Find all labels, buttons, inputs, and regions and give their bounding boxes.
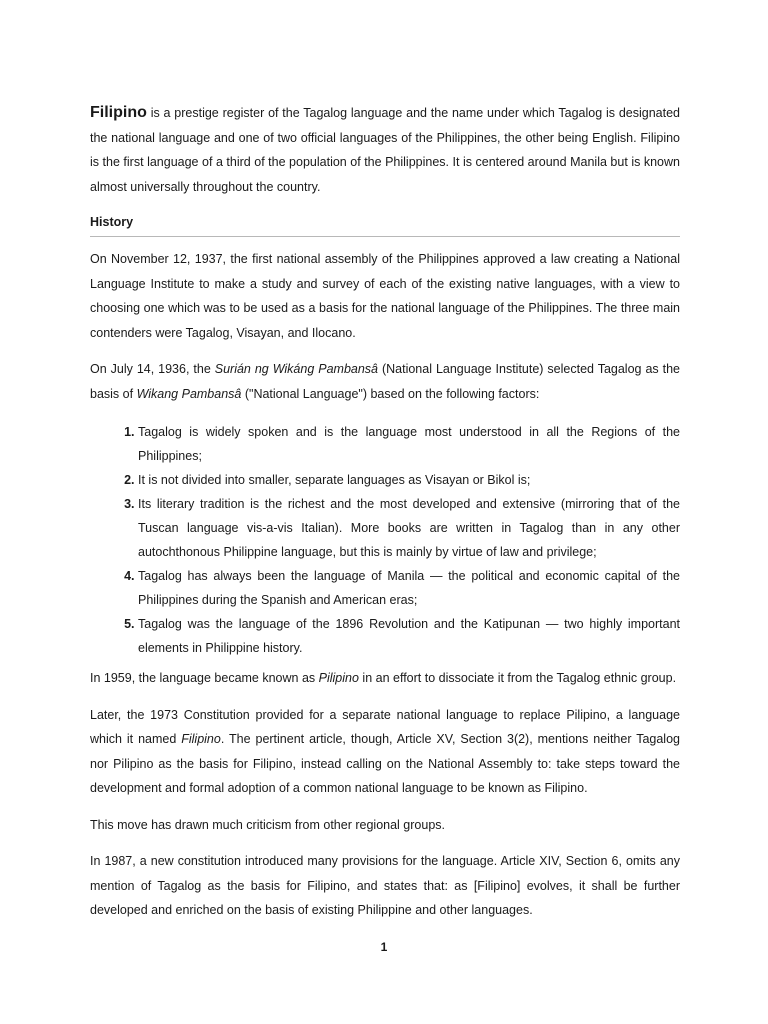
page-number: 1 (380, 940, 388, 954)
list-item: 1. Tagalog is widely spoken and is the language most understood in all the Regions of the Philippines; (138, 420, 680, 468)
list-item: 5. Tagalog was the language of the 1896 Revolution and the Katipunan — two highly important elements in Philippine history. (138, 612, 680, 660)
lead-term: Filipino (90, 104, 147, 121)
italic-term: Surián ng Wikáng Pambansâ (214, 362, 378, 376)
intro-text: is a prestige register of the Tagalog language and the name under which Tagalog is designated the national language and one of two official languages of the Philippines, the other being English. Filipino is the first language of a third of the population of the Philippines. It is centered around Manila but is known almost universally throughout the country. (90, 106, 680, 194)
italic-term: Pilipino (318, 671, 359, 685)
history-paragraph-1: On November 12, 1937, the first national assembly of the Philippines approved a law creating a National Language Institute to make a study and survey of each of the existing native languages, with a view to choosing one which was to be used as a basis for the national language of the Philippines. The three main contenders were Tagalog, Visayan, and Ilocano. (90, 252, 680, 340)
factors-list (90, 420, 680, 660)
history-heading: History (90, 211, 680, 237)
list-item: 2. It is not divided into smaller, separate languages as Visayan or Bikol is; (138, 468, 680, 492)
list-item: 4. Tagalog has always been the language of Manila — the political and economic capital of the Philippines during the Spanish and American eras; (138, 564, 680, 612)
text-run: . The pertinent article, though, Article XV, Section 3(2), mentions neither Tagalog nor Pilipino as the basis for Filipino, instead calling on the National Assembly to: take steps toward the development and formal adoption of a common national language to be known as Filipino. (90, 732, 680, 795)
text-run: in an effort to dissociate it from the Tagalog ethnic group. (358, 671, 677, 685)
history-paragraph-3 (90, 666, 680, 691)
history-paragraph-5: This move has drawn much criticism from other regional groups. (90, 817, 445, 832)
intro-paragraph (90, 101, 680, 199)
text-run: ("National Language") based on the following factors: (241, 386, 540, 401)
history-paragraph-4 (90, 703, 680, 801)
history-paragraph-2 (90, 357, 680, 406)
text-run: In 1959, the language became known as (90, 671, 319, 685)
list-item: 3. Its literary tradition is the richest and the most developed and extensive (mirroring that of the Tuscan language vis-a-vis Italian). More books are written in Tagalog than in any other autochthonous Philippine language, but this is mainly by virtue of law and privilege; (138, 492, 680, 564)
text-run: (National Language Institute) selected Tagalog as the basis of (90, 362, 680, 401)
text-run: Later, the 1973 Constitution provided for a separate national language to replace Pilipino, a language which it named (90, 707, 680, 746)
text-run: On July 14, 1936, the (90, 362, 215, 376)
history-paragraph-6: In 1987, a new constitution introduced many provisions for the language. Article XIV, Section 6, omits any mention of Tagalog as the basis for Filipino, and states that: as [Filipino] evolves, it shall be further developed and enriched on the basis of existing Philippine and other languages. (90, 854, 680, 917)
italic-term: Filipino (181, 732, 221, 746)
italic-term: Wikang Pambansâ (136, 386, 242, 401)
